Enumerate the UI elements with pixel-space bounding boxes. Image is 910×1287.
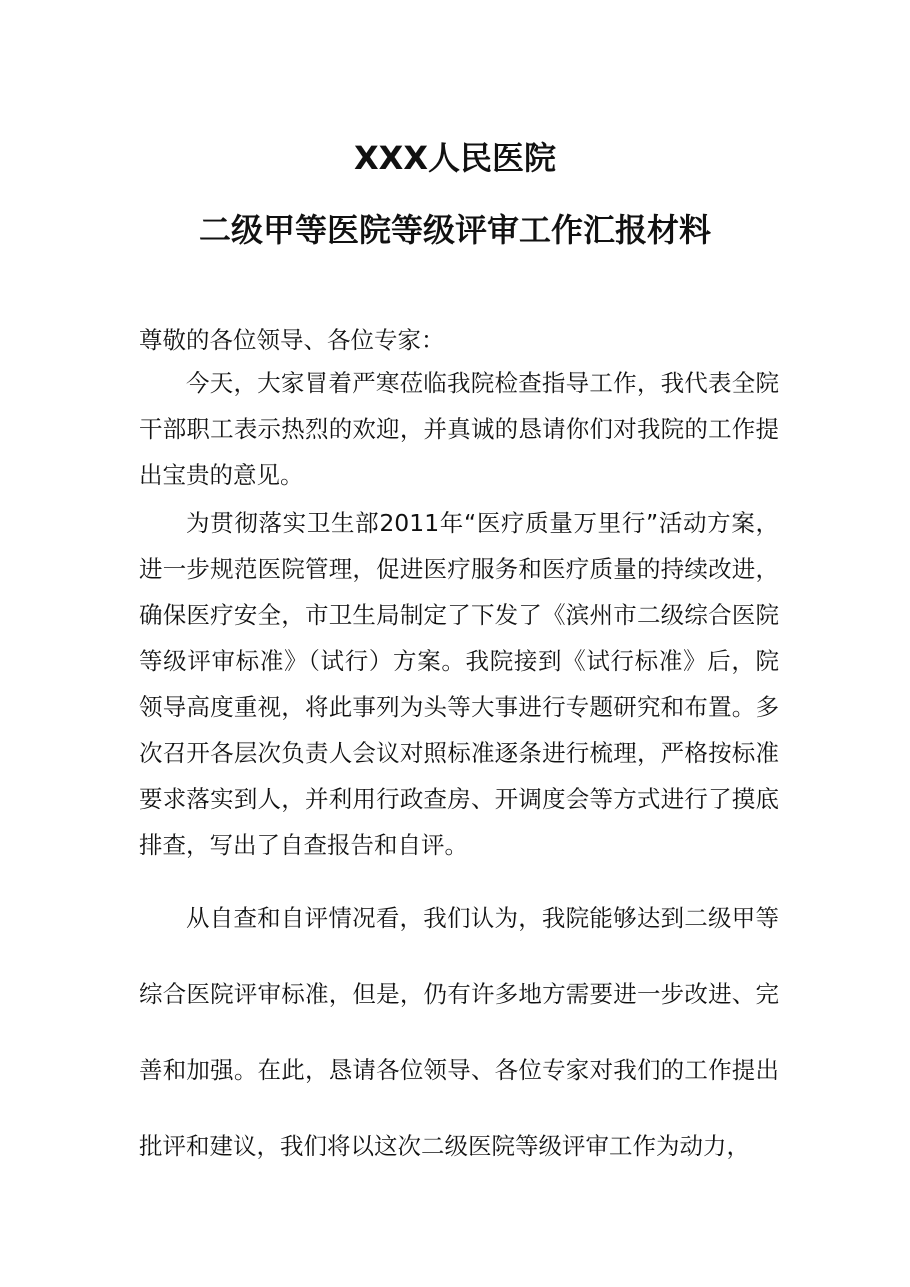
paragraph-self-assessment: 从自查和自评情况看，我们认为，我院能够达到二级甲等综合医院评审标准，但是，仍有许多地方需要进一步改进、完善和加强。在此，恳请各位领导、各位专家对我们的工作提出批评和建议，我们将以这次二级医院等级评审工作为动力， <box>139 904 779 1160</box>
paragraph-welcome: 今天，大家冒着严寒莅临我院检查指导工作，我代表全院干部职工表示热烈的欢迎，并真诚的恳请你们对我院的工作提出宝贵的意见。 <box>139 369 779 489</box>
paragraph-background: 为贯彻落实卫生部2011年“医疗质量万里行”活动方案，进一步规范医院管理，促进医疗服务和医疗质量的持续改进，确保医疗安全，市卫生局制定了下发了《滨州市二级综合医院等级评审标准》（试行）方案。我院接到《试行标准》后，院领导高度重视，将此事列为头等大事进行专题研究和布置。多次召开各层次负责人会议对照标准逐条进行梳理，严格按标准要求落实到人，并利用行政查房、开调度会等方式进行了摸底排查，写出了自查报告和自评。 <box>139 509 779 859</box>
document-subtitle: 二级甲等医院等级评审工作汇报材料 <box>198 211 711 249</box>
salutation: 尊敬的各位领导、各位专家： <box>139 326 445 354</box>
document-title: XXX人民医院 <box>353 139 557 177</box>
